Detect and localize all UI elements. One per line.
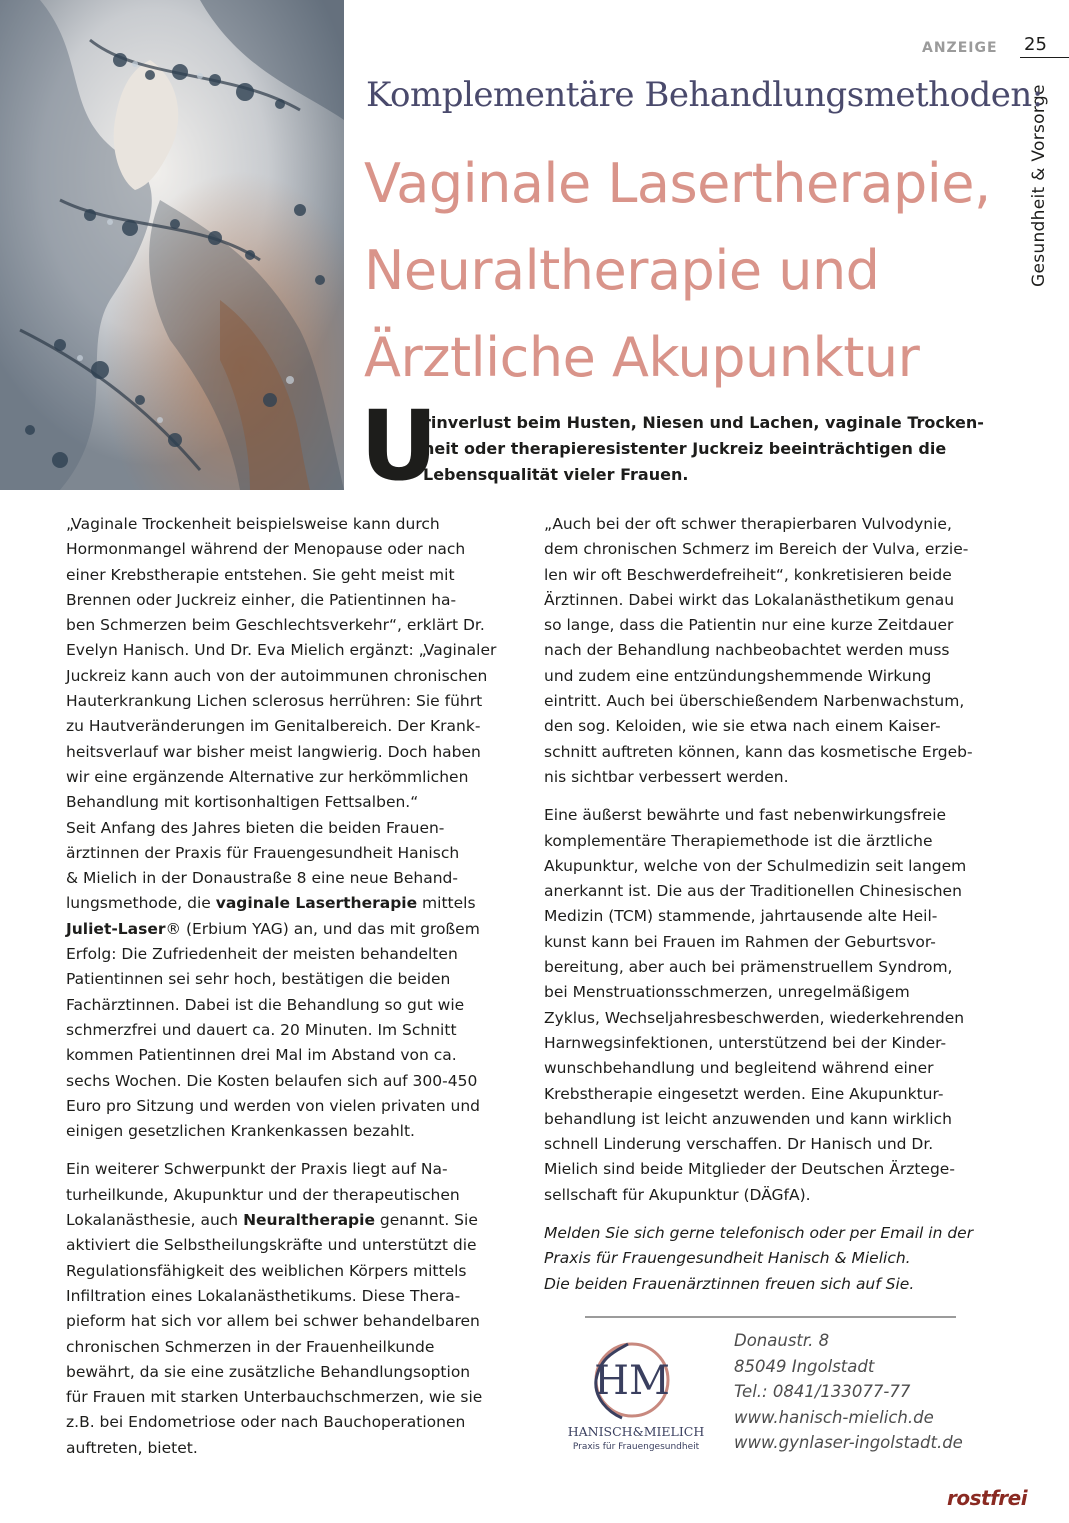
body-text: lungsmethode, die (66, 894, 216, 913)
highlight-neuraltherapie: Neuraltherapie (243, 1211, 375, 1230)
body-line: Harnwegsinfektionen, unterstützend bei der Kinder- (544, 1033, 947, 1052)
body-line (66, 891, 521, 916)
body-line: sechs Wochen. Die Kosten belaufen sich auf 300-450 (66, 1071, 478, 1090)
closing-line: Praxis für Frauengesundheit Hanisch & Mielich. (544, 1249, 911, 1268)
hero-illustration (0, 0, 344, 490)
body-line: bereitung, aber auch bei prämenstruellem Syndrom, (544, 958, 953, 977)
body-line: Ärztinnen. Dabei wirkt das Lokalanästhetikum genau (544, 590, 955, 609)
body-line: „Auch bei der oft schwer therapierbaren Vulvodynie, (544, 515, 952, 533)
body-text: mittels (417, 894, 476, 913)
body-line: nis sichtbar verbessert werden. (544, 767, 789, 786)
body-line: Medizin (TCM) stammende, jahrtausende alte Heil- (544, 907, 938, 926)
left-column (66, 512, 521, 1461)
drop-cap: U (360, 390, 438, 502)
body-line: anerkannt ist. Die aus der Traditionellen Chinesischen (544, 882, 962, 901)
body-line: ärztinnen der Praxis für Frauengesundheit Hanisch (66, 843, 460, 862)
body-line: turheilkunde, Akupunktur und der therapeutischen (66, 1185, 460, 1204)
body-line: len wir oft Beschwerdefreiheit“, konkretisieren beide (544, 565, 952, 584)
body-line: & Mielich in der Donaustraße 8 eine neue Behand- (66, 869, 458, 888)
body-line: auftreten, bietet. (66, 1438, 198, 1457)
contact-city: 85049 Ingolstadt (734, 1356, 875, 1376)
body-line: kunst kann bei Frauen im Rahmen der Geburtsvor- (544, 932, 936, 951)
body-line: komplementäre Therapiemethode ist die ärztliche (544, 831, 933, 850)
body-line: einigen gesetzlichen Krankenkassen bezahlt. (66, 1122, 415, 1141)
lead-line: rinverlust beim Husten, Niesen und Lachen, vaginale Trocken- (423, 413, 984, 432)
contact-divider (585, 1316, 956, 1318)
body-line: bewährt, da sie eine zusätzliche Behandlungsoption (66, 1362, 471, 1381)
body-line: heitsverlauf war bisher meist langwierig. Doch haben (66, 742, 481, 761)
body-line: und zudem eine entzündungshemmende Wirkung (544, 666, 932, 685)
body-line: Behandlung mit kortisonhaltigen Fettsalben.“ (66, 793, 419, 812)
contact-street: Donaustr. 8 (734, 1331, 830, 1350)
highlight-vaginale-lasertherapie: vaginale Lasertherapie (215, 894, 418, 913)
body-line: pieform hat sich vor allem bei schwer behandelbaren (66, 1312, 480, 1331)
headline-line: Vaginale Lasertherapie, (364, 152, 991, 215)
highlight-juliet-laser: Juliet-Laser (66, 919, 166, 938)
contact-website-link[interactable]: www.hanisch-mielich.de (734, 1407, 934, 1427)
body-line: schnitt auftreten können, kann das kosmetische Ergeb- (544, 742, 973, 761)
body-line: Mielich sind beide Mitglieder der Deutschen Ärztege- (544, 1160, 955, 1179)
paragraph-gap (544, 790, 999, 803)
body-line: Zyklus, Wechseljahresbeschwerden, wiederkehrenden (544, 1008, 965, 1027)
article-lead (423, 410, 1003, 488)
body-line: Euro pro Sitzung und werden von vielen privaten und (66, 1096, 481, 1115)
logo-monogram: HM (594, 1358, 670, 1404)
body-line: kommen Patientinnen drei Mal im Abstand von ca. (66, 1046, 457, 1065)
body-line: Brennen oder Juckreiz einher, die Patientinnen ha- (66, 590, 457, 609)
body-text: ® (Erbium YAG) an, und das mit großem (165, 919, 480, 938)
body-line: Hormonmangel während der Menopause oder nach (66, 540, 466, 559)
body-text: genannt. Sie (374, 1211, 478, 1230)
body-line: Ein weiterer Schwerpunkt der Praxis liegt auf Na- (66, 1160, 448, 1179)
body-line: „Vaginale Trockenheit beispielsweise kann durch (66, 515, 440, 533)
body-line: Patientinnen sei sehr hoch, bestätigen die beiden (66, 970, 451, 989)
magazine-brand: rostfrei (947, 1486, 1028, 1510)
body-line: Juckreiz kann auch von der autoimmunen chronischen (66, 666, 488, 685)
hero-artwork (0, 0, 344, 490)
body-line (66, 1208, 521, 1233)
body-line: Fachärztinnen. Dabei ist die Behandlung so gut wie (66, 995, 465, 1014)
lead-line: heit oder therapieresistenter Juckreiz beeinträchtigen die (423, 439, 947, 458)
advertisement-label: ANZEIGE (922, 40, 998, 56)
lead-line: Lebensqualität vieler Frauen. (423, 465, 689, 484)
body-line: nach der Behandlung nachbeobachtet werden muss (544, 641, 950, 660)
body-line: so lange, dass die Patientin nur eine kurze Zeitdauer (544, 616, 954, 635)
body-line: wunschbehandlung und begleitend während einer (544, 1059, 934, 1078)
body-line: zu Hautveränderungen im Genitalbereich. Der Krank- (66, 717, 481, 736)
body-line: Seit Anfang des Jahres bieten die beiden Frauen- (66, 818, 445, 837)
body-line: bei Menstruationsschmerzen, unregelmäßigem (544, 983, 910, 1002)
body-line: dem chronischen Schmerz im Bereich der Vulva, erzie- (544, 540, 969, 559)
body-line: einer Krebstherapie entstehen. Sie geht meist mit (66, 565, 455, 584)
body-line: schmerzfrei und dauert ca. 20 Minuten. Im Schnitt (66, 1020, 457, 1039)
headline-line: Ärztliche Akupunktur (364, 326, 920, 389)
headline-line: Neuraltherapie und (364, 239, 880, 302)
right-column (544, 512, 999, 1297)
page-number: 25 (1024, 34, 1047, 55)
closing-line: Die beiden Frauenärztinnen freuen sich auf Sie. (544, 1274, 915, 1293)
body-line: Erfolg: Die Zufriedenheit der meisten behandelten (66, 945, 458, 964)
body-line: Regulationsfähigkeit des weiblichen Körpers mittels (66, 1261, 467, 1280)
body-line (66, 917, 521, 942)
section-label: Gesundheit & Vorsorge (1029, 84, 1049, 287)
body-line: eintritt. Auch bei überschießendem Narbenwachstum, (544, 692, 965, 711)
logo-tagline: Praxis für Frauengesundheit (572, 1442, 700, 1452)
body-line: Akupunktur, welche von der Schulmedizin seit langem (544, 856, 967, 875)
body-line: Hauterkrankung Lichen sclerosus herrühren: Sie führt (66, 692, 483, 711)
logo-name: HANISCH&MIELICH (567, 1424, 705, 1439)
body-line: Evelyn Hanisch. Und Dr. Eva Mielich ergänzt: „Vaginaler (66, 641, 497, 660)
body-line: aktiviert die Selbstheilungskräfte und unterstützt die (66, 1236, 477, 1255)
article-kicker: Komplementäre Behandlungsmethoden: (366, 75, 1043, 115)
page-number-rule (1020, 57, 1069, 58)
body-line: für Frauen mit starken Unterbauchschmerzen, wie sie (66, 1388, 483, 1407)
body-line: Infiltration eines Lokalanästhetikums. Diese Thera- (66, 1286, 461, 1305)
body-line: chronischen Schmerzen in der Frauenheilkunde (66, 1337, 435, 1356)
contact-phone[interactable]: Tel.: 0841/133077-77 (734, 1382, 911, 1401)
contact-website-link[interactable]: www.gynlaser-ingolstadt.de (734, 1433, 963, 1452)
body-text: Lokalanästhesie, auch (66, 1211, 244, 1230)
logo-monogram-icon (560, 1340, 710, 1430)
body-line: behandlung ist leicht anzuwenden und kann wirklich (544, 1109, 952, 1128)
body-line: ben Schmerzen beim Geschlechtsverkehr“, erklärt Dr. (66, 616, 485, 635)
body-line: z.B. bei Endometriose oder nach Bauchoperationen (66, 1413, 466, 1432)
body-line: wir eine ergänzende Alternative zur herkömmlichen (66, 767, 469, 786)
body-line: Eine äußerst bewährte und fast nebenwirkungsfreie (544, 806, 947, 825)
article-headline (364, 140, 1024, 401)
closing-line: Melden Sie sich gerne telefonisch oder per Email in der (544, 1224, 974, 1243)
body-line: den sog. Keloiden, wie sie etwa nach einem Kaiser- (544, 717, 941, 736)
body-line: sellschaft für Akupunktur (DÄGfA). (544, 1185, 811, 1204)
paragraph-gap (66, 1144, 521, 1157)
paragraph-gap (544, 1208, 999, 1221)
body-line: Krebstherapie eingesetzt werden. Eine Akupunktur- (544, 1084, 944, 1103)
body-line: schnell Linderung verschaffen. Dr Hanisch und Dr. (544, 1135, 934, 1154)
contact-block (734, 1328, 963, 1456)
